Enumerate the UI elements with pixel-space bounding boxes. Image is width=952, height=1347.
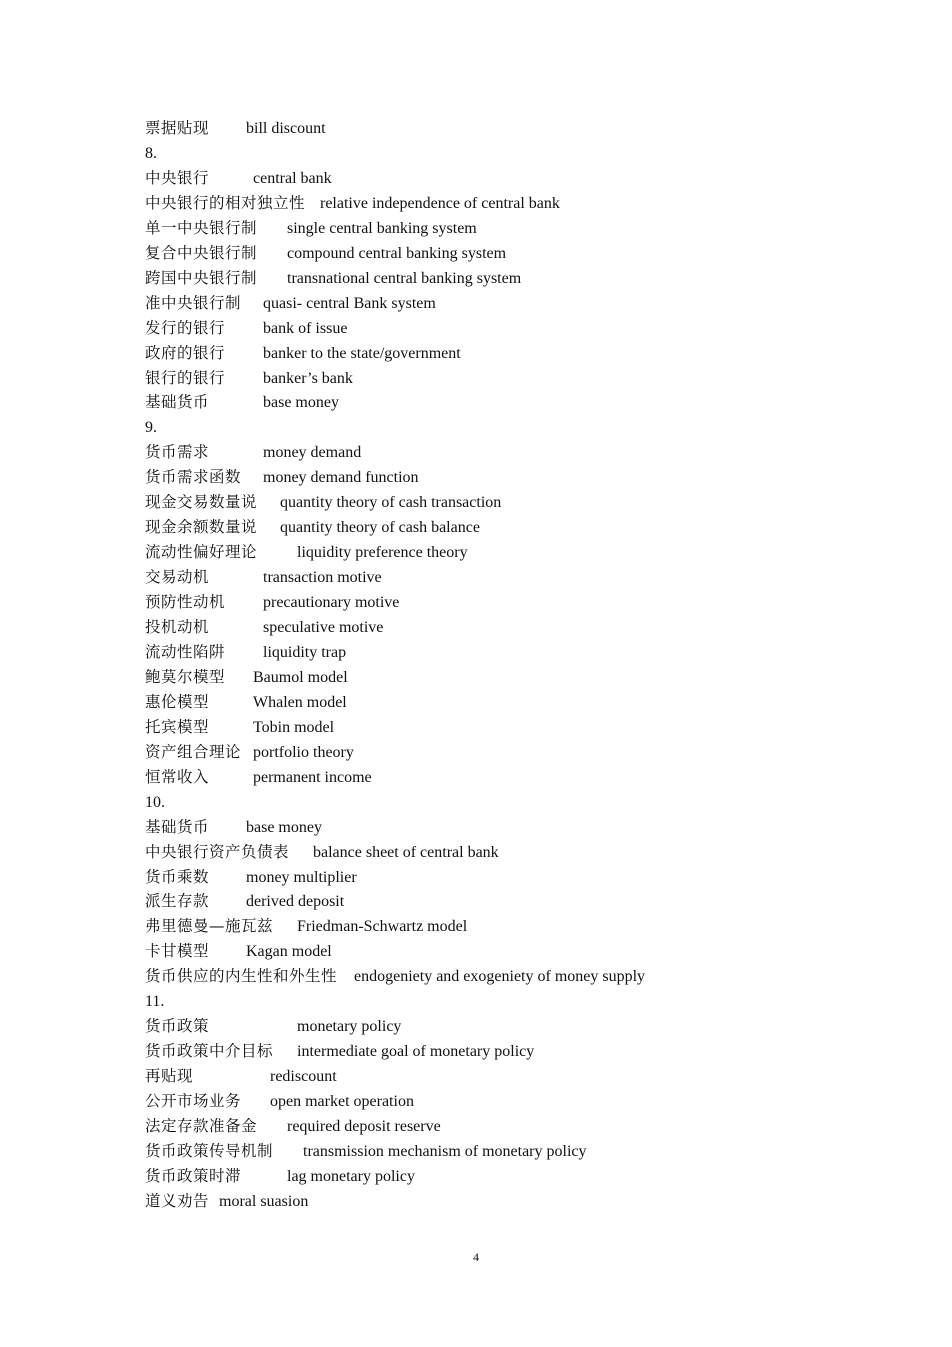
chinese-term: 货币政策 — [145, 1017, 210, 1035]
english-term: money multiplier — [246, 869, 357, 886]
english-term: compound central banking system — [287, 245, 507, 262]
chinese-term: 货币政策中介目标 — [145, 1042, 274, 1060]
chinese-term: 再贴现 — [145, 1067, 194, 1085]
section-number: 10. — [145, 794, 165, 811]
english-term: intermediate goal of monetary policy — [297, 1043, 535, 1060]
chinese-term: 政府的银行 — [145, 344, 226, 362]
chinese-term: 货币需求 — [145, 443, 210, 461]
chinese-term: 发行的银行 — [145, 319, 226, 337]
chinese-term: 基础货币 — [145, 393, 210, 411]
chinese-term: 中央银行 — [145, 169, 210, 187]
english-term: precautionary motive — [263, 594, 400, 611]
english-term: transmission mechanism of monetary policy — [303, 1143, 587, 1160]
chinese-term: 恒常收入 — [145, 768, 210, 786]
chinese-term: 货币需求函数 — [145, 468, 242, 486]
english-term: open market operation — [270, 1093, 414, 1110]
chinese-term: 法定存款准备金 — [145, 1117, 258, 1135]
chinese-term: 中央银行资产负债表 — [145, 843, 290, 861]
chinese-term: 票据贴现 — [145, 119, 210, 137]
chinese-term: 货币政策时滞 — [145, 1167, 242, 1185]
english-term: rediscount — [270, 1068, 337, 1085]
chinese-term: 惠伦模型 — [145, 693, 210, 711]
english-term: Kagan model — [246, 943, 332, 960]
english-term: quantity theory of cash balance — [280, 519, 480, 536]
english-term: bill discount — [246, 120, 326, 137]
english-term: lag monetary policy — [287, 1168, 415, 1185]
chinese-term: 投机动机 — [145, 618, 210, 636]
english-term: bank of issue — [263, 320, 348, 337]
english-term: required deposit reserve — [287, 1118, 441, 1135]
chinese-term: 基础货币 — [145, 818, 210, 836]
english-term: quantity theory of cash transaction — [280, 494, 502, 511]
english-term: relative independence of central bank — [320, 195, 560, 212]
english-term: Friedman-Schwartz model — [297, 918, 468, 935]
chinese-term: 弗里德曼—施瓦兹 — [145, 917, 274, 935]
english-term: quasi- central Bank system — [263, 295, 436, 312]
english-term: base money — [246, 819, 322, 836]
chinese-term: 派生存款 — [145, 892, 210, 910]
chinese-term: 现金余额数量说 — [145, 518, 258, 536]
chinese-term: 资产组合理论 — [145, 743, 242, 761]
english-term: monetary policy — [297, 1018, 402, 1035]
english-term: portfolio theory — [253, 744, 354, 761]
chinese-term: 银行的银行 — [145, 369, 226, 387]
english-term: moral suasion — [219, 1193, 309, 1210]
chinese-term: 流动性陷阱 — [145, 643, 226, 661]
english-term: money demand — [263, 444, 362, 461]
english-term: liquidity trap — [263, 644, 347, 661]
section-number: 8. — [145, 145, 157, 162]
english-term: derived deposit — [246, 893, 345, 910]
chinese-term: 卡甘模型 — [145, 942, 210, 960]
chinese-term: 货币乘数 — [145, 868, 210, 886]
english-term: Baumol model — [253, 669, 348, 686]
chinese-term: 现金交易数量说 — [145, 493, 258, 511]
chinese-term: 跨国中央银行制 — [145, 269, 258, 287]
chinese-term: 货币政策传导机制 — [145, 1142, 274, 1160]
chinese-term: 单一中央银行制 — [145, 219, 258, 237]
english-term: balance sheet of central bank — [313, 844, 499, 861]
chinese-term: 道义劝告 — [145, 1192, 210, 1210]
chinese-term: 鲍莫尔模型 — [145, 668, 226, 686]
english-term: money demand function — [263, 469, 419, 486]
chinese-term: 货币供应的内生性和外生性 — [145, 967, 338, 985]
chinese-term: 中央银行的相对独立性 — [145, 194, 306, 212]
english-term: central bank — [253, 170, 332, 187]
english-term: permanent income — [253, 769, 372, 786]
english-term: base money — [263, 394, 339, 411]
english-term: Whalen model — [253, 694, 347, 711]
chinese-term: 复合中央银行制 — [145, 244, 258, 262]
chinese-term: 预防性动机 — [145, 593, 226, 611]
chinese-term: 准中央银行制 — [145, 294, 242, 312]
chinese-term: 托宾模型 — [145, 718, 210, 736]
chinese-term: 交易动机 — [145, 568, 210, 586]
section-number: 11. — [145, 993, 165, 1010]
english-term: Tobin model — [253, 719, 335, 736]
english-term: endogeniety and exogeniety of money supply — [354, 968, 646, 985]
english-term: banker to the state/government — [263, 345, 461, 362]
page-number: 4 — [473, 1250, 479, 1264]
section-number: 9. — [145, 419, 157, 436]
english-term: banker’s bank — [263, 370, 353, 387]
english-term: transaction motive — [263, 569, 382, 586]
english-term: speculative motive — [263, 619, 384, 636]
chinese-term: 公开市场业务 — [145, 1092, 242, 1110]
english-term: single central banking system — [287, 220, 477, 237]
english-term: transnational central banking system — [287, 270, 522, 287]
chinese-term: 流动性偏好理论 — [145, 543, 258, 561]
english-term: liquidity preference theory — [297, 544, 468, 561]
